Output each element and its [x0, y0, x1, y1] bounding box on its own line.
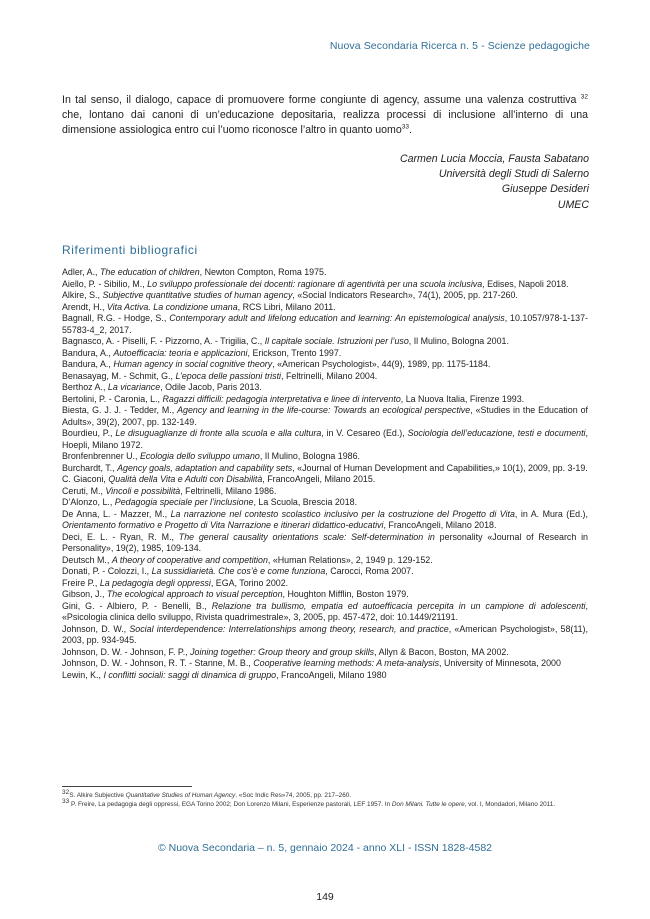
- reference-title: Joining together: Group theory and group skills: [190, 646, 375, 657]
- footnote-text: S. Alkire Subjective: [69, 792, 126, 799]
- reference-item: [62, 382, 588, 394]
- reference-details: , Allyn & Bacon, Boston, MA 2002.: [374, 646, 509, 657]
- reference-authors: Bertolini, P. - Caronia, L.,: [62, 393, 163, 404]
- reference-details: , University of Minnesota, 2000: [439, 658, 561, 668]
- footnote-text: . «Soc Indic Res»74, 2005, pp. 217–260.: [235, 792, 352, 799]
- reference-details: , Feltrinelli, Milano 2004.: [281, 370, 378, 381]
- reference-details: , Newton Compton, Roma 1975.: [199, 267, 327, 277]
- reference-item: [62, 394, 588, 406]
- reference-item: [62, 658, 588, 670]
- reference-title: I conflitti sociali: saggi di dinamica di gruppo: [103, 669, 277, 680]
- reference-item: [62, 451, 588, 463]
- reference-authors: Bagnasco, A. - Piselli, F. - Pizzorno, A. - Trigilia, C.,: [62, 336, 265, 346]
- reference-authors: Gibson, J.,: [62, 589, 107, 599]
- page-footer: © Nuova Secondaria – n. 5, gennaio 2024 - anno XLI - ISSN 1828-4582: [157, 842, 493, 854]
- reference-item: [62, 348, 588, 360]
- signature-affiliation: UMEC: [557, 198, 589, 211]
- reference-item: [62, 428, 588, 451]
- reference-title: Social interdependence: Interrelationships among theory, research, and practice: [129, 623, 449, 634]
- running-head: Nuova Secondaria Ricerca n. 5 - Scienze pedagogiche: [329, 40, 590, 52]
- reference-title: A theory of cooperative and competition: [111, 554, 268, 565]
- body-paragraph: [62, 93, 588, 138]
- reference-authors: Burchardt, T.,: [62, 462, 118, 473]
- footnote-number: 33: [62, 797, 70, 805]
- reference-details: , Feltrinelli, Milano 1986.: [180, 485, 277, 496]
- reference-details: , Houghton Mifflin, Boston 1979.: [282, 589, 409, 599]
- reference-item: [62, 267, 588, 279]
- reference-authors: Berthoz A.,: [62, 382, 108, 392]
- reference-authors: Donati, P. - Colozzi, I.,: [62, 566, 152, 576]
- signature-affiliation: Università degli Studi di Salerno: [438, 168, 589, 181]
- reference-title: Subjective quantitative studies of human agency: [102, 290, 293, 300]
- footnote-text: , vol. I, Mondadori, Milano 2011.: [464, 801, 556, 808]
- reference-item: [62, 624, 588, 647]
- reference-details: , Odile Jacob, Paris 2013.: [160, 382, 262, 392]
- reference-title: Autoefficacia: teoria e applicazioni: [113, 347, 248, 358]
- reference-authors: Biesta, G. J. J. - Tedder, M.,: [62, 405, 178, 415]
- reference-details: , Hoepli, Milano 1972.: [62, 428, 588, 450]
- reference-details: , EGA, Torino 2002.: [210, 577, 289, 588]
- reference-title: Pedagogia speciale per l’inclusione: [114, 497, 254, 507]
- reference-authors: Freire P.,: [62, 577, 100, 588]
- reference-item: [62, 405, 588, 428]
- reference-details: , «American Psychologist», 58(11), 2003, pp. 934-945.: [62, 623, 588, 645]
- reference-authors: Adler, A.,: [62, 267, 100, 277]
- reference-authors: Aiello, P. - Sibilio, M.,: [62, 278, 148, 289]
- reference-item: [62, 509, 588, 532]
- footnotes: [62, 788, 588, 809]
- reference-title: Sociologia dell’educazione, testi e documenti: [407, 428, 586, 438]
- reference-title: Cooperative learning methods: A meta-analysis: [253, 658, 440, 668]
- reference-details: , La Scuola, Brescia 2018.: [253, 497, 358, 507]
- reference-details: , «Studies in the Education of Adults», 39(2), 2007, pp. 132-149.: [62, 405, 588, 427]
- author-signature: [400, 152, 589, 213]
- reference-title: Le disuguaglianze di fronte alla scuola e alla cultura: [115, 428, 322, 438]
- reference-authors: Bagnall, R.G. - Hodge, S.,: [62, 313, 170, 323]
- reference-item: [62, 566, 588, 578]
- reference-details: , in V. Cesareo (Ed.),: [321, 428, 408, 438]
- reference-authors: Lewin, K.,: [62, 669, 104, 680]
- reference-title: Contemporary adult and lifelong education and learning: An epistemological analysis: [169, 313, 505, 323]
- footnote-title: Quantitative Studies of Human Agency: [125, 792, 236, 799]
- reference-title: Ecologia dello sviluppo umano: [139, 451, 260, 461]
- footnote-text: P. Freire, La pedagogia degli oppressi, EGA Torino 2002; Don Lorenzo Milani, Esperienze pastorali, LEF 1957. In: [69, 801, 392, 808]
- reference-details: , Il Mulino, Bologna 2001.: [408, 336, 509, 346]
- reference-title: Lo sviluppo professionale dei docenti: ragionare di agentività per una scuola inclusiva: [147, 278, 483, 289]
- reference-title: Human agency in social cognitive theory: [113, 359, 273, 369]
- footnote-ref-32[interactable]: 32: [580, 93, 588, 101]
- reference-authors: Johnson, D. W.,: [62, 623, 130, 634]
- reference-details: , La Nuova Italia, Firenze 1993.: [400, 393, 525, 404]
- reference-authors: Gini, G. - Albiero, P. - Benelli, B.,: [62, 600, 212, 611]
- body-text: che, lontano dai canoni di un’educazione depositaria, realizza processi di inclusione all’interno di una dimensione assiologica entro cui l’uomo riconosce l’altro in quanto uomo: [62, 109, 588, 136]
- reference-authors: Johnson, D. W. - Johnson, F. P.,: [62, 646, 191, 657]
- reference-title: Agency goals, adaptation and capability sets: [117, 462, 293, 473]
- reference-item: [62, 290, 588, 302]
- reference-details: , «American Psychologist», 44(9), 1989, pp. 1175-1184.: [272, 359, 491, 369]
- reference-item: [62, 497, 588, 509]
- reference-title: La vicariance: [107, 382, 161, 392]
- reference-details: , Edises, Napoli 2018.: [482, 278, 569, 289]
- reference-title: Il capitale sociale. Istruzioni per l’uso: [264, 336, 409, 346]
- reference-title: Relazione tra bullismo, empatia ed autoefficacia percepita in un campione di adolescenti: [211, 600, 586, 611]
- reference-item: [62, 486, 588, 498]
- reference-item: [62, 647, 588, 659]
- reference-title: The general causality orientations scale: Self-determination in: [178, 531, 435, 542]
- reference-title: Agency and learning in the life-course: Towards an ecological perspective: [177, 405, 471, 415]
- reference-item: [62, 279, 588, 291]
- reference-item: [62, 578, 588, 590]
- reference-details: , FrancoAngeli, Milano 2015.: [262, 474, 376, 484]
- reference-item: [62, 371, 588, 383]
- reference-details: , in A. Mura (Ed.),: [514, 508, 588, 519]
- reference-title: La narrazione nel contesto scolastico inclusivo per la costruzione del Progetto di Vita: [170, 508, 515, 519]
- reference-item: [62, 463, 588, 475]
- reference-item: [62, 601, 588, 624]
- reference-item: [62, 589, 588, 601]
- reference-details: , Carocci, Roma 2007.: [325, 566, 414, 576]
- reference-authors: Arendt, H.,: [62, 301, 107, 312]
- reference-list: [62, 267, 588, 681]
- footnote-item: [62, 788, 588, 800]
- reference-item: [62, 313, 588, 336]
- reference-details: , «Journal of Human Development and Capabilities,» 10(1), 2009, pp. 3-19.: [292, 462, 588, 473]
- body-text: .: [409, 124, 412, 136]
- reference-title: La sussidiarietà. Che cos’è e come funziona: [151, 566, 326, 576]
- reference-authors: Deci, E. L. - Ryan, R. M.,: [62, 531, 179, 542]
- reference-title: Qualità della Vita e Adulti con Disabilità: [108, 474, 263, 484]
- reference-authors: Ceruti, M.,: [62, 485, 106, 496]
- reference-item: [62, 359, 588, 371]
- reference-details: , Il Mulino, Bologna 1986.: [259, 451, 360, 461]
- reference-title: The ecological approach to visual perception: [106, 589, 283, 599]
- reference-item: [62, 474, 588, 486]
- reference-details: , FrancoAngeli, Milano 1980: [276, 669, 387, 680]
- section-title: Riferimenti bibliografici: [62, 243, 198, 257]
- reference-item: [62, 302, 588, 314]
- signature-authors: Carmen Lucia Moccia, Fausta Sabatano: [399, 153, 589, 165]
- reference-title: Ragazzi difficili: pedagogia interpretativa e linee di intervento: [162, 393, 401, 404]
- reference-item: [62, 555, 588, 567]
- reference-authors: Alkire, S.,: [62, 290, 103, 300]
- reference-title: Orientamento formativo e Progetto di Vita Narrazione e itinerari didattico-educativi: [62, 520, 384, 530]
- footnote-title: Don Milani. Tutte le opere: [391, 801, 465, 808]
- reference-details: , 10.1057/978-1-137-55783-4_2, 2017.: [62, 313, 589, 335]
- signature-author: Giuseppe Desideri: [501, 183, 589, 196]
- reference-authors: D’Alonzo, L.,: [62, 497, 115, 507]
- reference-authors: Bandura, A.,: [62, 359, 114, 369]
- reference-title: L’epoca delle passioni tristi: [175, 370, 282, 381]
- reference-item: [62, 336, 588, 348]
- reference-details: , RCS Libri, Milano 2011.: [237, 301, 336, 312]
- reference-authors: Bronfenbrenner U.,: [62, 451, 140, 461]
- reference-details: , Erickson, Trento 1997.: [247, 347, 342, 358]
- reference-title: Vita Activa. La condizione umana: [106, 301, 238, 312]
- reference-item: [62, 670, 588, 682]
- reference-authors: Benasayag, M. - Schmit, G.,: [62, 370, 176, 381]
- reference-details: , «Psicologia clinica dello sviluppo, Rivista quadrimestrale», 3, 2005, pp. 457-472, doi: 10.1449/21191.: [62, 600, 588, 622]
- reference-title: La pedagogia degli oppressi: [99, 577, 211, 588]
- reference-details: personality «Journal of Research in Personality», 19(2), 1985, 109-134.: [62, 531, 588, 553]
- footnote-divider: [62, 786, 192, 787]
- reference-authors: C. Giaconi,: [62, 474, 109, 484]
- reference-authors: Bourdieu, P.,: [62, 428, 116, 438]
- reference-item: [62, 532, 588, 555]
- reference-title: Vincoli e possibilità: [105, 485, 181, 496]
- reference-authors: De Anna, L. - Mazzer, M.,: [62, 508, 171, 519]
- reference-details: , FrancoAngeli, Milano 2018.: [383, 520, 497, 530]
- reference-authors: Deutsch M.,: [62, 554, 112, 565]
- page-number: 149: [316, 891, 334, 903]
- body-text: In tal senso, il dialogo, capace di promuovere forme congiunte di agency, assume una valenza costruttiva: [62, 94, 581, 106]
- reference-details: , «Social Indicators Research», 74(1), 2005, pp. 217-260.: [292, 290, 518, 300]
- reference-authors: Johnson, D. W. - Johnson, R. T. - Stanne, M. B.,: [62, 658, 254, 668]
- reference-title: The education of children: [100, 267, 200, 277]
- reference-details: , «Human Relations», 2, 1949 p. 129-152.: [267, 554, 433, 565]
- footnote-number: 32: [62, 788, 70, 796]
- reference-authors: Bandura, A.,: [62, 347, 114, 358]
- footnote-ref-33[interactable]: 33: [401, 123, 410, 131]
- footnote-item: [62, 797, 588, 809]
